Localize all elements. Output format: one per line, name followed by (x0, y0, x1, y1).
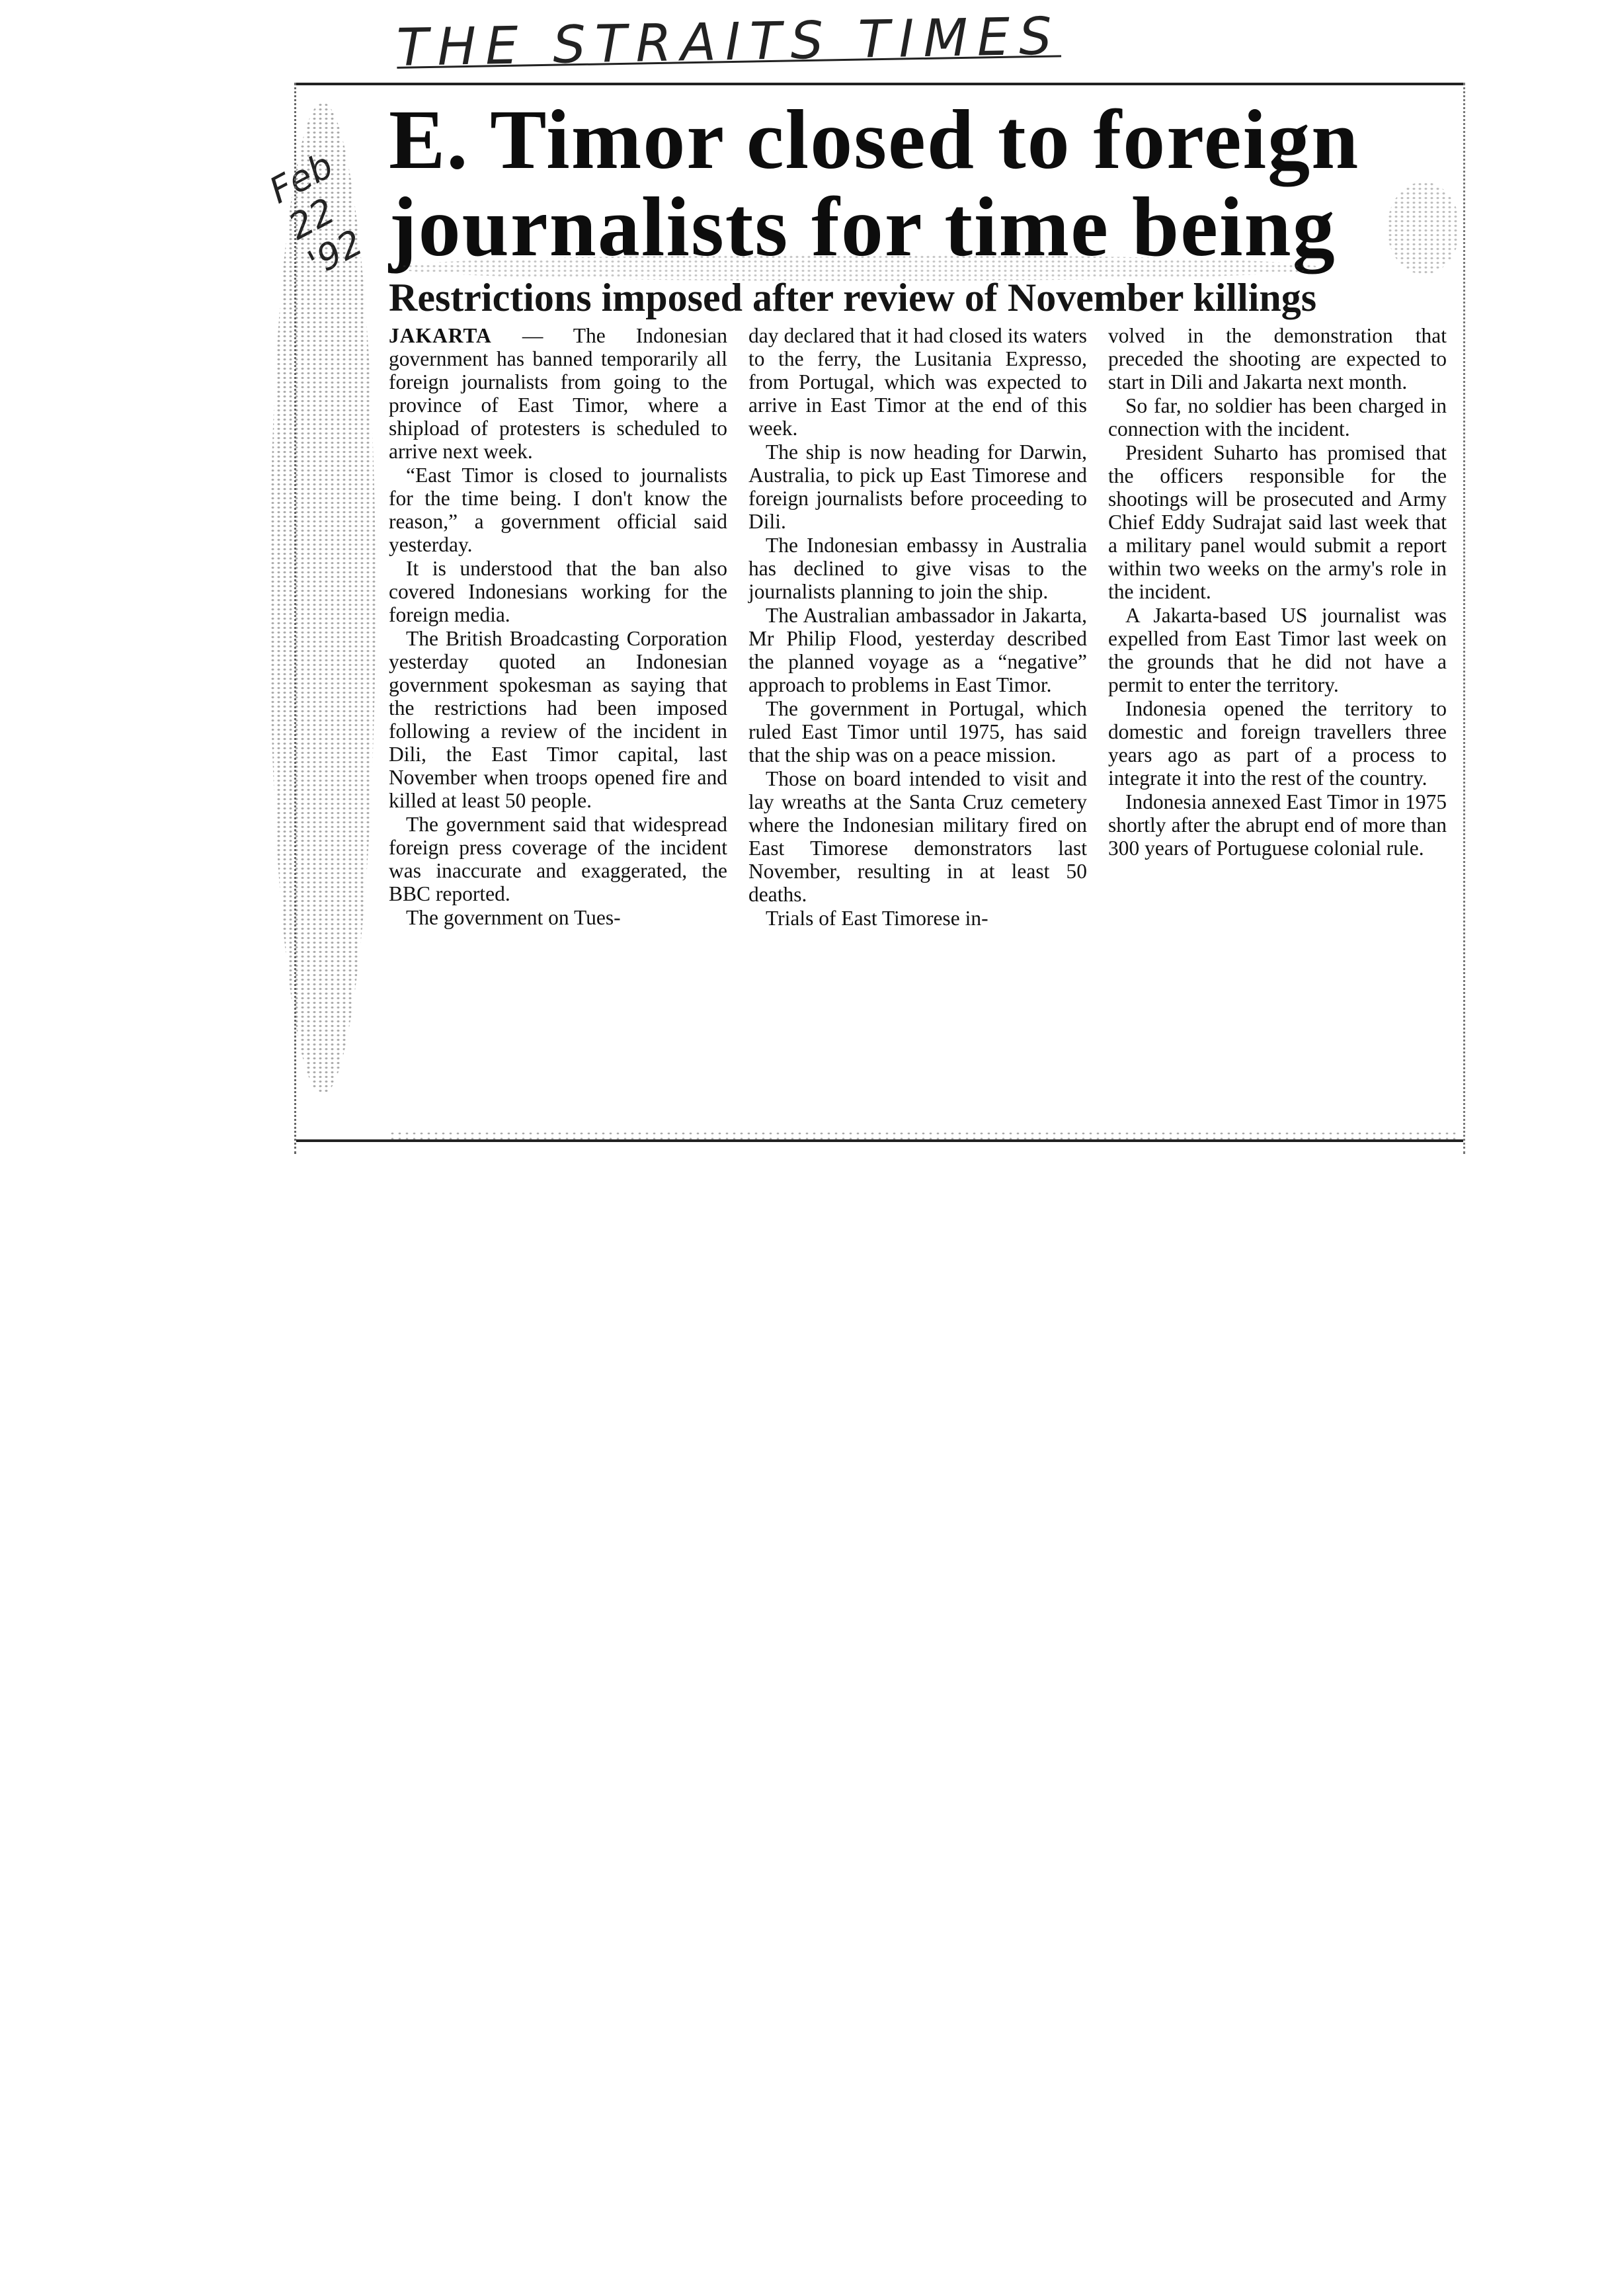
paragraph-text: The Indonesian government has banned temporarily all foreign journalists from going to the province of East Timor, where a shipload of protesters is scheduled to arrive next week. (389, 324, 728, 463)
headline-line-1: E. Timor closed to foreign (389, 93, 1360, 186)
paragraph: Those on board intended to visit and lay wreaths at the Santa Cruz cemetery where the Indonesian military fired on East Timorese demonstrators last November, resulting in at least 50 deaths. (748, 767, 1087, 906)
clipping-bottom-rule (296, 1135, 1463, 1142)
paragraph: volved in the demonstration that preceded the shooting are expected to start in Dili and Jakarta next month. (1108, 324, 1447, 393)
paragraph: President Suharto has promised that the officers responsible for the shootings will be prosecuted and Army Chief Eddy Sudrajat said last week that a military panel would submit a report within two weeks on the army's role in the incident. (1108, 441, 1447, 603)
scan-noise (270, 102, 376, 1094)
paragraph: The government on Tues- (406, 906, 621, 929)
handwritten-source-note: THE STRAITS TIMES (396, 7, 1062, 78)
paragraph: The government in Portugal, which ruled East Timor until 1975, has said that the ship was on a peace mission. (748, 697, 1087, 766)
article-column-3 (1108, 324, 1447, 1104)
article-column-1 (389, 324, 727, 1104)
article-headline (389, 93, 1420, 274)
paragraph: “East Timor is closed to journalists for the time being. I don't know the reason,” a government official said yesterday. (389, 464, 727, 556)
paragraph: A Jakarta-based US journalist was expelled from East Timor last week on the grounds that he did not have a permit to enter the territory. (1108, 604, 1447, 696)
paragraph: The Australian ambassador in Jakarta, Mr Philip Flood, yesterday described the planned voyage as a “negative” approach to problems in East Timor. (748, 604, 1087, 696)
paragraph: Indonesia annexed East Timor in 1975 shortly after the abrupt end of more than 300 years of Portuguese colonial rule. (1108, 790, 1447, 860)
paragraph: JAKARTA — The Indonesian government has banned temporarily all foreign journalists from going to the province of East Timor, where a shipload of protesters is scheduled to arrive next week. (389, 324, 728, 463)
paragraph: The British Broadcasting Corporation yesterday quoted an Indonesian government spokesman as saying that the restrictions had been imposed following a review of the incident in Dili, the East Timor capital, last November when troops opened fire and killed at least 50 people. (389, 627, 727, 812)
article-body (389, 324, 1447, 1104)
paragraph: It is understood that the ban also covered Indonesians working for the foreign media. (389, 557, 727, 626)
paragraph: The Indonesian embassy in Australia has declined to give visas to the journalists planning to join the ship. (748, 534, 1087, 603)
paragraph: The government said that widespread foreign press coverage of the incident was inaccurate and exaggerated, the BBC reported. (389, 813, 727, 905)
paragraph: day declared that it had closed its waters to the ferry, the Lusitania Expresso, from Portugal, which was expected to arrive in East Timor at the end of this week. (748, 324, 1087, 440)
handwritten-date-note: Feb 22 '92 (262, 144, 370, 284)
clipping-top-rule (296, 83, 1463, 89)
article-subhead: Restrictions imposed after review of November killings (389, 276, 1317, 319)
paragraph: The ship is now heading for Darwin, Australia, to pick up East Timorese and foreign journalists before proceeding to Dili. (748, 440, 1087, 533)
headline-line-2: journalists for time being (389, 180, 1336, 274)
article-column-2 (748, 324, 1087, 1104)
paragraph: Indonesia opened the territory to domestic and foreign travellers three years ago as part of a process to integrate it into the rest of the country. (1108, 697, 1447, 790)
paragraph: Trials of East Timorese in- (766, 907, 988, 930)
newspaper-clipping (294, 83, 1465, 1154)
paragraph: So far, no soldier has been charged in connection with the incident. (1108, 394, 1447, 440)
dateline: JAKARTA (389, 324, 492, 347)
